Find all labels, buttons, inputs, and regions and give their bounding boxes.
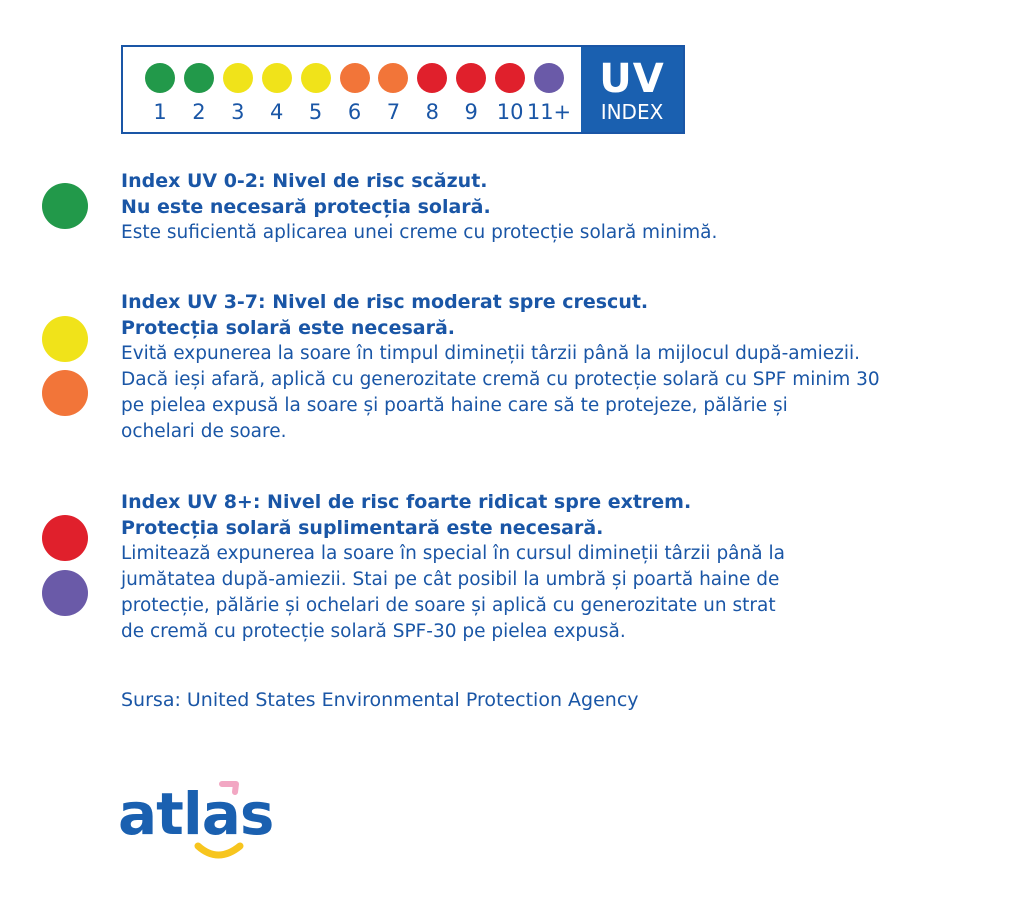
uv-level-number: 1: [153, 100, 167, 124]
section-heading: Index UV 8+: Nivel de risc foarte ridicat spre extrem.: [121, 491, 692, 513]
uv-level-dot: [340, 63, 370, 93]
uv-level-dot: [223, 63, 253, 93]
section-subheading: Protecția solară este necesară.: [121, 317, 455, 339]
section-body-line: pe pielea expusă la soare și poartă haine care să te protejeze, pălărie și: [121, 395, 788, 416]
uv-level-number: 10: [496, 100, 524, 124]
section-body-line: jumătatea după-amiezii. Stai pe cât posibil la umbră și poartă haine de: [121, 569, 780, 590]
uv-level-dot: [301, 63, 331, 93]
uv-index-badge: [581, 47, 683, 132]
uv-level-number: 9: [464, 100, 478, 124]
section-body-line: de cremă cu protecție solară SPF-30 pe pielea expusă.: [121, 621, 626, 642]
uv-level-dot: [262, 63, 292, 93]
uv-badge-title: UV: [599, 56, 665, 102]
uv-level-number: 7: [386, 100, 401, 124]
section-body-line: protecție, pălărie și ochelari de soare și aplică cu generozitate un strat: [121, 595, 776, 616]
uv-level-number: 4: [270, 100, 284, 124]
section-heading: Index UV 3-7: Nivel de risc moderat spre crescut.: [121, 291, 649, 313]
risk-low-dot-green: [42, 183, 88, 229]
risk-high-dot-purple: [42, 570, 88, 616]
section-body-line: Evită expunerea la soare în timpul dimineții târzii până la mijlocul după-amiezii.: [121, 343, 861, 364]
section-heading: Index UV 0-2: Nivel de risc scăzut.: [121, 170, 488, 192]
section-uv-0-2: [121, 168, 1001, 246]
section-subheading: Protecția solară suplimentară este necesară.: [121, 517, 604, 539]
uv-level-dot: [184, 63, 214, 93]
risk-moderate-dot-orange: [42, 370, 88, 416]
uv-level-dot: [417, 63, 447, 93]
section-uv-8-plus: [121, 489, 1001, 645]
section-uv-3-7: [121, 289, 1001, 445]
uv-level-dot: [378, 63, 408, 93]
svg-text:atlas: atlas: [118, 780, 274, 848]
uv-level-dot: [495, 63, 525, 93]
uv-level-number: 2: [192, 100, 206, 124]
uv-level-number: 8: [425, 100, 439, 124]
section-body-line: Este suficientă aplicarea unei creme cu protecție solară minimă.: [121, 222, 718, 243]
uv-level-number: 6: [347, 100, 362, 124]
uv-level-number: 5: [308, 100, 323, 124]
risk-high-dot-red: [42, 515, 88, 561]
section-body-line: Limitează expunerea la soare în special în cursul dimineții târzii până la: [121, 543, 785, 564]
section-body-line: ochelari de soare.: [121, 421, 287, 442]
uv-index-scale: [121, 45, 685, 134]
uv-level-number: 11+: [526, 100, 572, 124]
uv-level-dot: [534, 63, 564, 93]
uv-level-number: 3: [231, 100, 245, 124]
section-subheading: Nu este necesară protecția solară.: [121, 196, 491, 218]
uv-level-dot: [145, 63, 175, 93]
atlas-logo: [118, 772, 328, 864]
uv-badge-subtitle: INDEX: [600, 100, 664, 124]
risk-moderate-dot-yellow: [42, 316, 88, 362]
source-credit: Sursa: United States Environmental Protection Agency: [121, 689, 639, 711]
section-body-line: Dacă ieși afară, aplică cu generozitate cremă cu protecție solară cu SPF minim 30: [121, 369, 880, 390]
uv-level-dot: [456, 63, 486, 93]
